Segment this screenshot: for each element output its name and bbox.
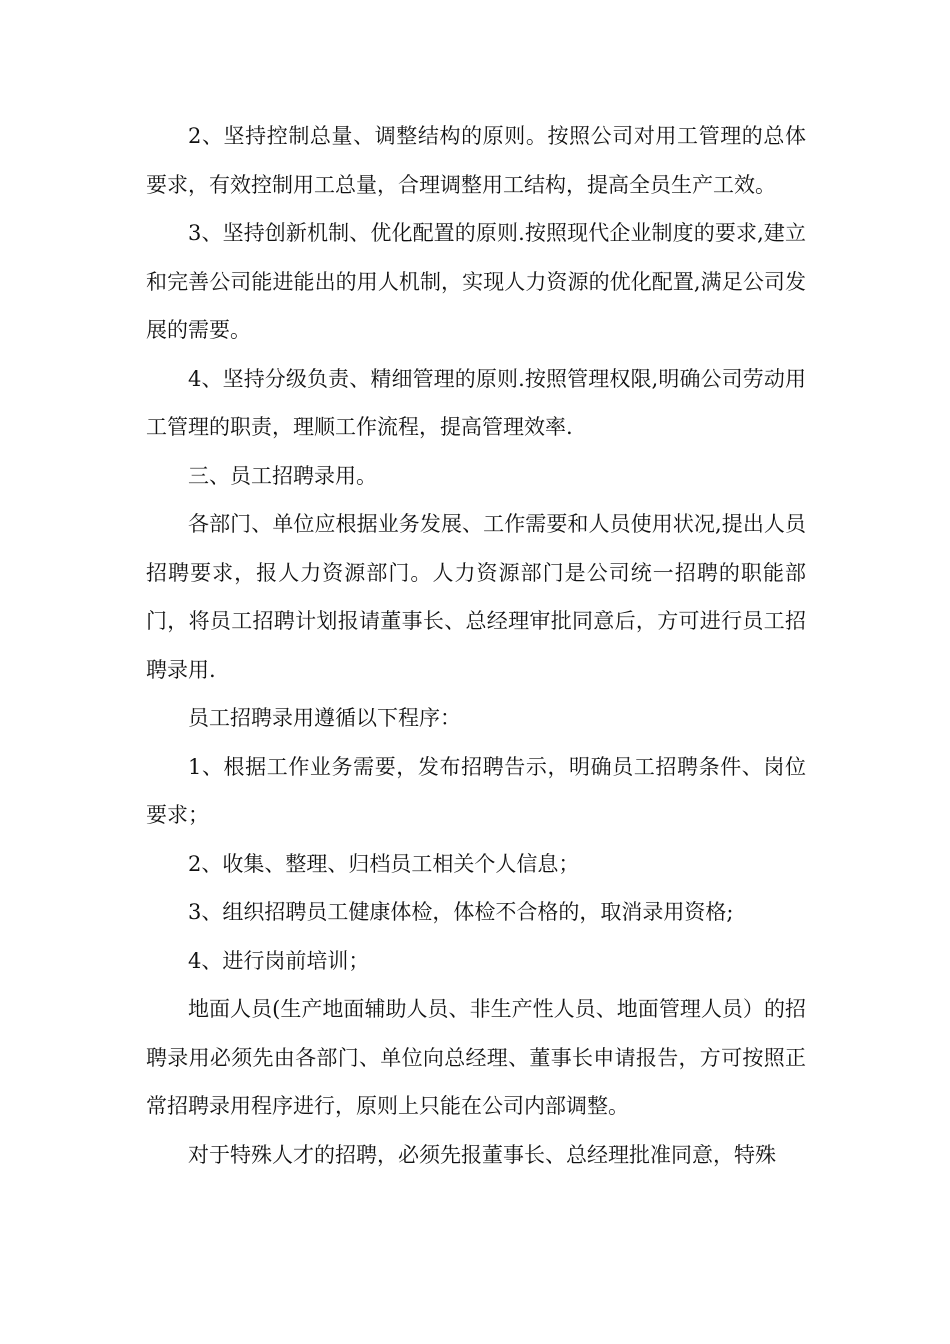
procedure-step-3: 3、组织招聘员工健康体检，体检不合格的，取消录用资格; bbox=[188, 900, 734, 924]
procedure-step-4: 4、进行岗前培训； bbox=[188, 948, 370, 973]
paragraph-principle-2: 2、坚持控制总量、调整结构的原则。按照公司对用工管理的总体要求，有效控制用工总量，合理调整用工结构，提高全员生产工效。 bbox=[146, 124, 806, 197]
paragraph-special-talent: 对于特殊人才的招聘，必须先报董事长、总经理批准同意，特殊 bbox=[188, 1142, 776, 1167]
procedure-step-1: 1、根据工作业务需要，发布招聘告示，明确员工招聘条件、岗位要求； bbox=[146, 754, 806, 827]
paragraph-principle-4: 4、坚持分级负责、精细管理的原则.按照管理权限,明确公司劳动用工管理的职责，理顺工作流程，提高管理效率. bbox=[146, 366, 806, 439]
paragraph-recruitment-requirements: 各部门、单位应根据业务发展、工作需要和人员使用状况,提出人员招聘要求，报人力资源部门。人力资源部门是公司统一招聘的职能部门，将员工招聘计划报请董事长、总经理审批同意后，方可进行员工招聘录用. bbox=[146, 512, 806, 682]
procedure-step-2: 2、收集、整理、归档员工相关个人信息； bbox=[188, 851, 580, 876]
paragraph-procedure-intro: 员工招聘录用遵循以下程序： bbox=[188, 706, 461, 730]
paragraph-principle-3: 3、坚持创新机制、优化配置的原则.按照现代企业制度的要求,建立和完善公司能进能出的用人机制，实现人力资源的优化配置,满足公司发展的需要。 bbox=[146, 221, 806, 342]
section-heading-recruitment: 三、员工招聘录用。 bbox=[188, 463, 377, 488]
document-body bbox=[146, 112, 806, 1179]
paragraph-ground-staff: 地面人员(生产地面辅助人员、非生产性人员、地面管理人员）的招聘录用必须先由各部门、单位向总经理、董事长申请报告，方可按照正常招聘录用程序进行，原则上只能在公司内部调整。 bbox=[146, 997, 806, 1118]
